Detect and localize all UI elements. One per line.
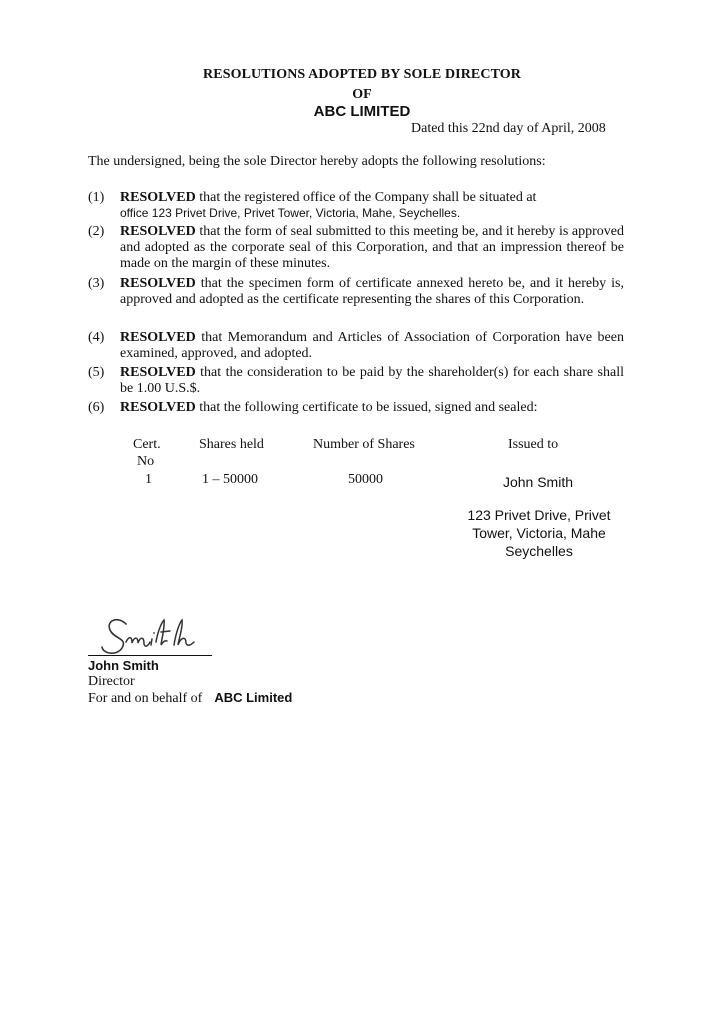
handwritten-signature bbox=[88, 612, 218, 658]
issued-to-address-line3: Seychelles bbox=[505, 543, 573, 559]
header-cert-no-line2: No bbox=[137, 454, 155, 469]
resolution-1 bbox=[88, 190, 624, 222]
resolution-number: (3) bbox=[88, 276, 105, 291]
on-behalf-line bbox=[88, 690, 292, 707]
resolution-number: (2) bbox=[88, 224, 105, 239]
resolution-number: (4) bbox=[88, 330, 105, 345]
resolution-number: (1) bbox=[88, 190, 105, 205]
resolution-keyword: RESOLVED bbox=[120, 400, 196, 415]
resolution-2 bbox=[88, 224, 624, 271]
header-number-of-shares: Number of Shares bbox=[313, 437, 415, 452]
registered-office-address: office 123 Privet Drive, Privet Tower, Victoria, Mahe, Seychelles. bbox=[120, 205, 461, 220]
resolution-4 bbox=[88, 330, 624, 362]
company-title: ABC LIMITED bbox=[313, 103, 411, 120]
resolution-keyword: RESOLVED bbox=[120, 330, 196, 345]
resolution-text: that Memorandum and Articles of Association of Corporation have been examined, approved, and adopted. bbox=[120, 330, 624, 361]
resolution-text: that the form of seal submitted to this meeting be, and it hereby is approved and adopted as the corporate seal of this Corporation, and that an impression thereof be made on the margin of these minutes. bbox=[120, 224, 624, 271]
resolution-3 bbox=[88, 276, 624, 308]
behalf-prefix: For and on behalf of bbox=[88, 691, 203, 706]
behalf-company: ABC Limited bbox=[214, 690, 293, 705]
signer-role: Director bbox=[88, 674, 135, 689]
cell-issued-to-name: John Smith bbox=[502, 474, 574, 490]
header-issued-to: Issued to bbox=[508, 437, 559, 452]
resolution-5 bbox=[88, 365, 624, 397]
cell-shares-held: 1 – 50000 bbox=[202, 472, 258, 487]
signer-name: John Smith bbox=[88, 658, 159, 673]
cell-cert-no: 1 bbox=[145, 472, 152, 487]
resolution-number: (5) bbox=[88, 365, 105, 380]
resolution-text: that the following certificate to be issued, signed and sealed: bbox=[199, 400, 538, 415]
intro-paragraph: The undersigned, being the sole Director hereby adopts the following resolutions: bbox=[88, 154, 546, 169]
title-line-1: RESOLUTIONS ADOPTED BY SOLE DIRECTOR bbox=[203, 67, 521, 82]
resolution-text: that the consideration to be paid by the shareholder(s) for each share shall be 1.00 U.S.$. bbox=[120, 365, 624, 396]
dated-line: Dated this 22nd day of April, 2008 bbox=[411, 121, 606, 136]
resolution-text: that the registered office of the Company shall be situated at bbox=[199, 190, 537, 205]
cell-number-of-shares: 50000 bbox=[348, 472, 383, 487]
resolution-keyword: RESOLVED bbox=[120, 276, 196, 291]
resolution-6 bbox=[88, 400, 624, 416]
header-shares-held: Shares held bbox=[199, 437, 264, 452]
signature-line bbox=[88, 655, 212, 656]
header-cert-no-line1: Cert. bbox=[133, 437, 161, 452]
resolution-keyword: RESOLVED bbox=[120, 190, 196, 205]
title-line-2: OF bbox=[352, 87, 372, 102]
resolution-number: (6) bbox=[88, 400, 105, 415]
issued-to-address-line2: Tower, Victoria, Mahe bbox=[472, 525, 606, 541]
resolution-text: that the specimen form of certificate annexed hereto be, and it hereby is, approved and adopted as the certificate representing the shares of this Corporation. bbox=[120, 276, 624, 307]
issued-to-address-line1: 123 Privet Drive, Privet bbox=[467, 507, 611, 523]
resolution-keyword: RESOLVED bbox=[120, 224, 196, 239]
resolution-keyword: RESOLVED bbox=[120, 365, 196, 380]
